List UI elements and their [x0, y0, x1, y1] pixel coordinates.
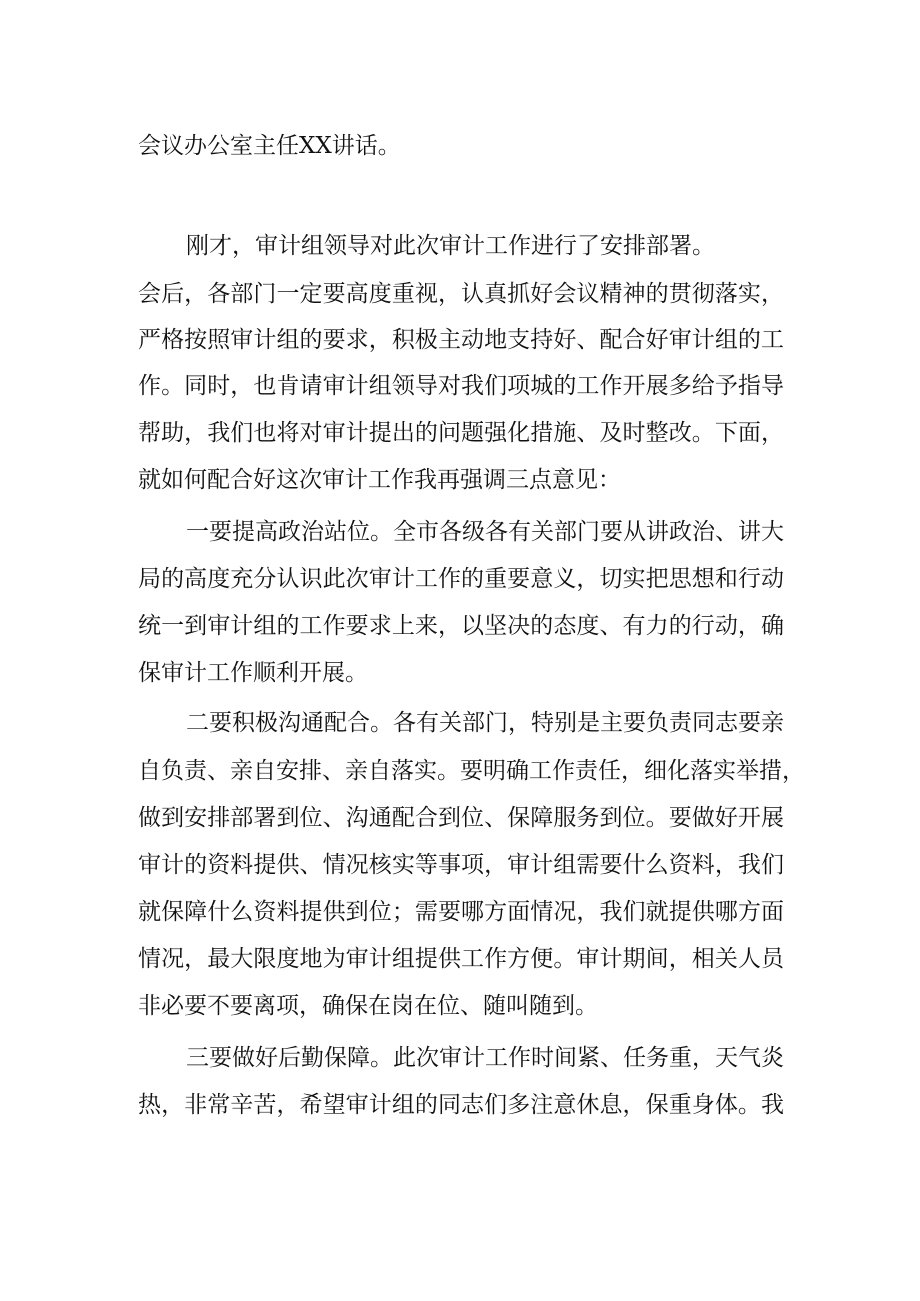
text-line [0, 890, 920, 934]
line-text: 统一到审计组的工作要求上来，以坚决的态度、有力的行动，确 [138, 613, 784, 639]
text-line [0, 749, 920, 793]
line-text: 刚才，审计组领导对此次审计工作进行了安排部署。 [186, 233, 715, 259]
text-line [0, 124, 920, 168]
line-text: 三要做好后勤保障。此次审计工作时间紧、任务重，天气炎 [186, 1045, 784, 1071]
text-line [0, 364, 920, 408]
line-text: 保审计工作顺利开展。 [138, 660, 368, 686]
line-text: 一要提高政治站位。全市各级各有关部门要从讲政治、讲大 [186, 519, 784, 545]
text-line [0, 557, 920, 601]
text-line [0, 1083, 920, 1127]
text-line [0, 1036, 920, 1080]
text-line [0, 796, 920, 840]
line-text: 严格按照审计组的要求，积极主动地支持好、配合好审计组的工 [138, 327, 784, 353]
text-line [0, 701, 920, 745]
text-line [0, 411, 920, 455]
line-text: 会议办公室主任XX讲话。 [138, 133, 401, 159]
text-line [0, 224, 920, 268]
text-line [0, 604, 920, 648]
line-text: 会后，各部门一定要高度重视，认真抓好会议精神的贯彻落实， [138, 281, 784, 307]
line-text: 审计的资料提供、情况核实等事项，审计组需要什么资料，我们 [138, 852, 784, 878]
line-text: 局的高度充分认识此次审计工作的重要意义，切实把思想和行动 [138, 566, 784, 592]
line-text: 自负责、亲自安排、亲自落实。要明确工作责任，细化落实举措， [138, 758, 805, 784]
text-line [0, 272, 920, 316]
line-text: 非必要不要离项，确保在岗在位、随叫随到。 [138, 993, 598, 1019]
line-text: 就保障什么资料提供到位；需要哪方面情况，我们就提供哪方面 [138, 899, 784, 925]
line-text: 作。同时，也肯请审计组领导对我们项城的工作开展多给予指导 [138, 373, 784, 399]
line-text: 二要积极沟通配合。各有关部门，特别是主要负责同志要亲 [186, 710, 784, 736]
line-text: 热，非常辛苦，希望审计组的同志们多注意休息，保重身体。我 [138, 1092, 784, 1118]
text-line [0, 458, 920, 502]
text-line [0, 984, 920, 1028]
text-line [0, 651, 920, 695]
text-line [0, 843, 920, 887]
line-text: 做到安排部署到位、沟通配合到位、保障服务到位。要做好开展 [138, 805, 784, 831]
text-line [0, 318, 920, 362]
line-text: 帮助，我们也将对审计提出的问题强化措施、及时整改。下面， [138, 420, 784, 446]
text-line [0, 937, 920, 981]
text-line [0, 510, 920, 554]
line-text: 情况，最大限度地为审计组提供工作方便。审计期间，相关人员 [138, 946, 784, 972]
line-text: 就如何配合好这次审计工作我再强调三点意见： [138, 467, 621, 493]
